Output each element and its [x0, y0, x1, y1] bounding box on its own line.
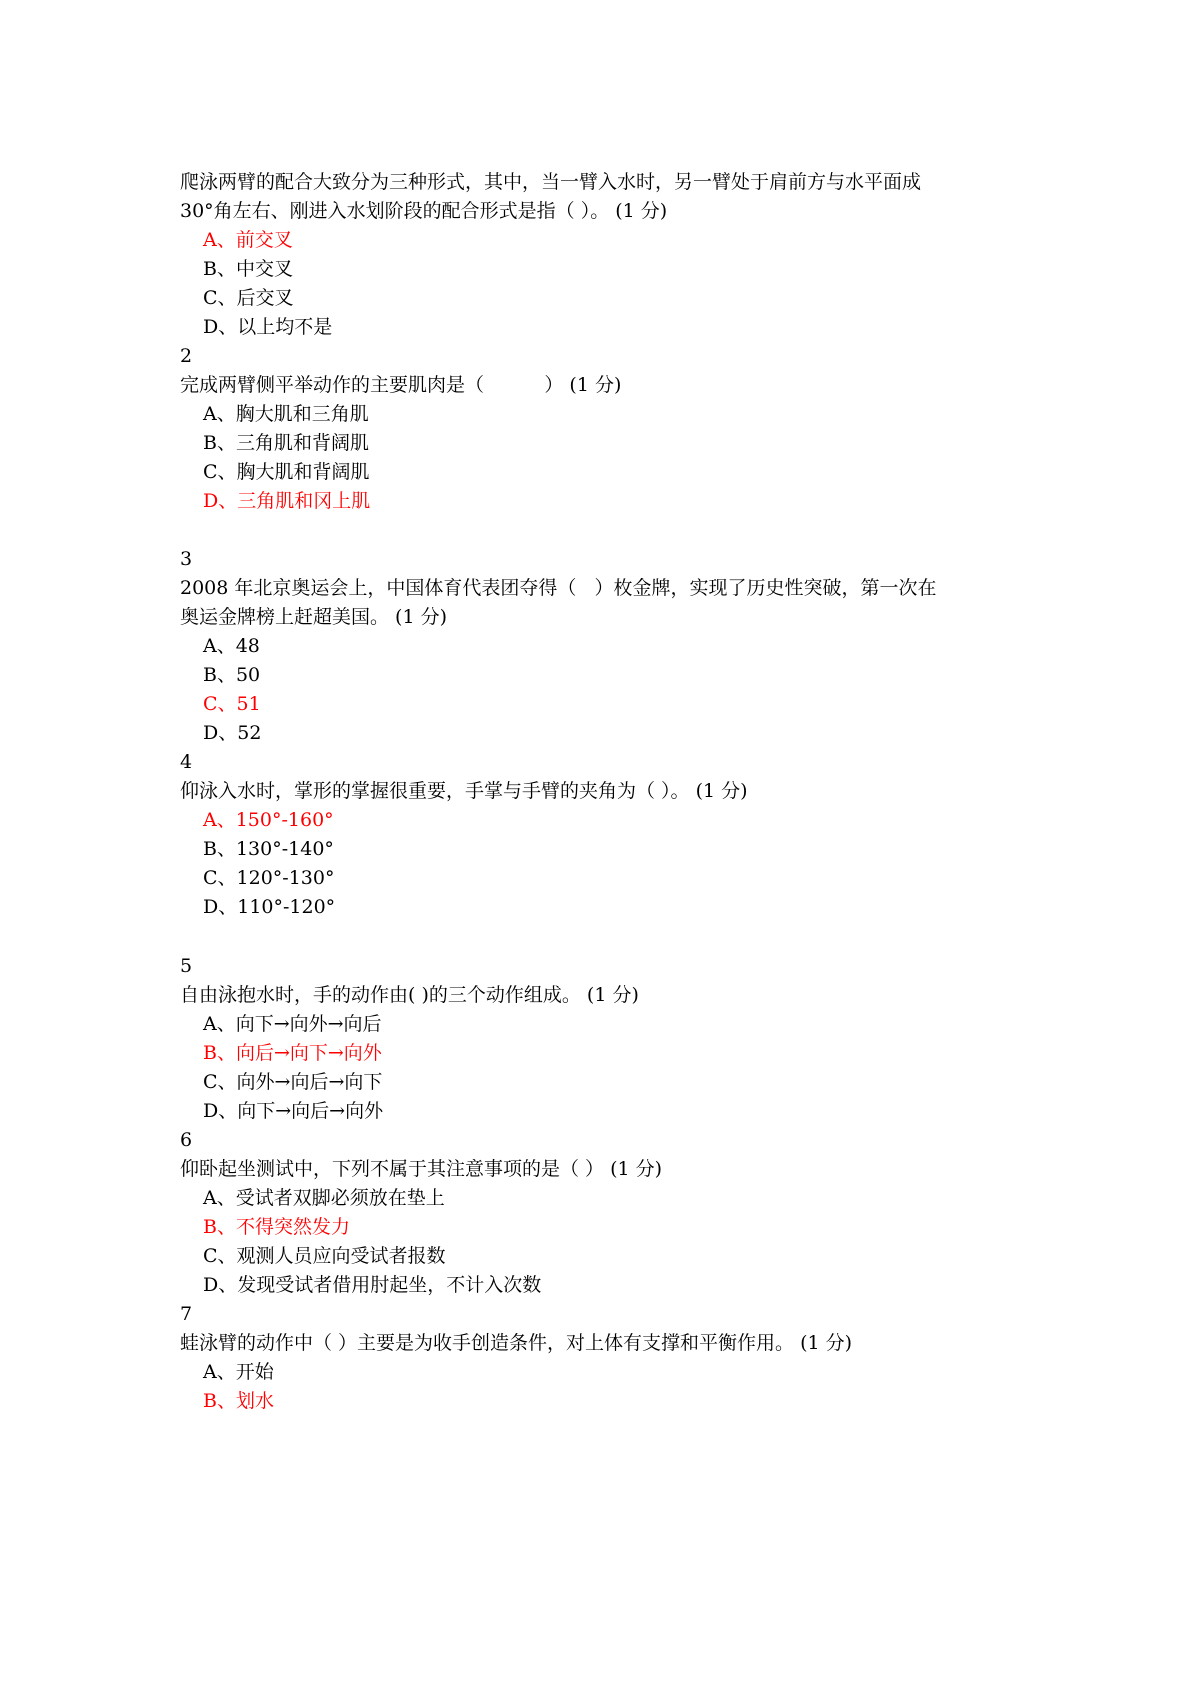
- question-4-number: 4: [180, 751, 193, 773]
- question-3-number: 3: [180, 548, 193, 570]
- question-1-option-c: C、后交叉: [203, 287, 294, 309]
- question-2-number: 2: [180, 345, 193, 367]
- question-6-number: 6: [180, 1129, 193, 1151]
- question-3-option-a: A、48: [203, 635, 260, 657]
- question-3-option-b: B、50: [203, 664, 261, 686]
- question-7-stem-line-1: 蛙泳臂的动作中（ ）主要是为收手创造条件，对上体有支撑和平衡作用。 (1 分): [180, 1332, 853, 1354]
- question-4-option-a: A、150°-160°: [203, 809, 334, 831]
- question-3-option-d: D、52: [203, 722, 262, 744]
- question-2-option-b: B、三角肌和背阔肌: [203, 432, 369, 454]
- question-3-stem-line-2: 奥运金牌榜上赶超美国。 (1 分): [180, 606, 447, 628]
- question-7-option-a: A、开始: [203, 1361, 274, 1383]
- question-7-option-b: B、划水: [203, 1390, 274, 1412]
- question-1-stem-line-1: 爬泳两臂的配合大致分为三种形式，其中，当一臂入水时，另一臂处于肩前方与水平面成: [180, 171, 922, 193]
- question-1-option-d: D、以上均不是: [203, 316, 333, 338]
- question-1-stem-line-2: 30°角左右、刚进入水划阶段的配合形式是指（ ）。 (1 分): [180, 200, 668, 222]
- question-1-option-a: A、前交叉: [203, 229, 293, 251]
- question-4-stem-line-1: 仰泳入水时，掌形的掌握很重要，手掌与手臂的夹角为（ ）。 (1 分): [180, 780, 748, 802]
- question-5-option-b: B、向后→向下→向外: [203, 1042, 382, 1064]
- question-6-option-c: C、观测人员应向受试者报数: [203, 1245, 446, 1267]
- question-5-stem-line-1: 自由泳抱水时，手的动作由( )的三个动作组成。 (1 分): [180, 984, 639, 1006]
- question-2-stem-line-1: 完成两臂侧平举动作的主要肌肉是（ ） (1 分): [180, 374, 622, 396]
- question-5-option-a: A、向下→向外→向后: [203, 1013, 382, 1035]
- question-1-option-b: B、中交叉: [203, 258, 293, 280]
- question-3-option-c: C、51: [203, 693, 261, 715]
- question-4-option-c: C、120°-130°: [203, 867, 335, 889]
- question-6-option-d: D、发现受试者借用肘起坐，不计入次数: [203, 1274, 542, 1296]
- question-2-option-c: C、胸大肌和背阔肌: [203, 461, 370, 483]
- question-5-number: 5: [180, 955, 193, 977]
- question-5-option-d: D、向下→向后→向外: [203, 1100, 384, 1122]
- question-6-stem-line-1: 仰卧起坐测试中，下列不属于其注意事项的是（ ） (1 分): [180, 1158, 663, 1180]
- question-4-option-d: D、110°-120°: [203, 896, 336, 918]
- question-2-option-a: A、胸大肌和三角肌: [203, 403, 369, 425]
- question-2-option-d: D、三角肌和冈上肌: [203, 490, 371, 512]
- question-7-number: 7: [180, 1303, 193, 1325]
- question-5-option-c: C、向外→向后→向下: [203, 1071, 383, 1093]
- question-6-option-b: B、不得突然发力: [203, 1216, 350, 1238]
- question-3-stem-line-1: 2008 年北京奥运会上，中国体育代表团夺得（ ）枚金牌，实现了历史性突破，第一次在: [180, 577, 937, 599]
- question-4-option-b: B、130°-140°: [203, 838, 334, 860]
- question-6-option-a: A、受试者双脚必须放在垫上: [203, 1187, 445, 1209]
